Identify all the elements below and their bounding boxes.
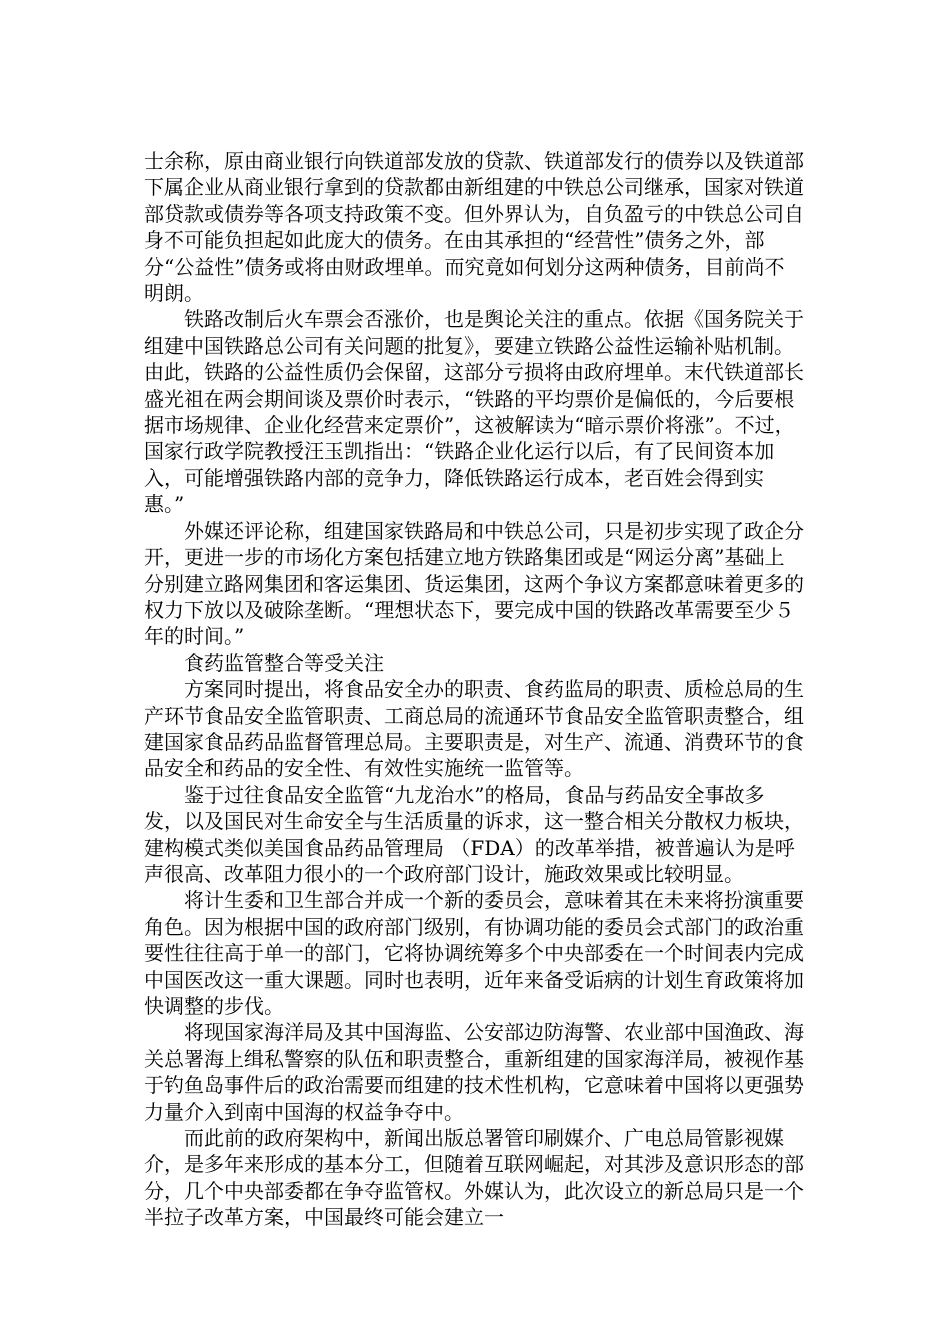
paragraph-food-drug-integration: 方案同时提出，将食品安全办的职责、食药监局的职责、质检总局的生产环节食品安全监管职责、工商总局的流通环节食品安全监管职责整合，组建国家食品药品监督管理总局。主要职责是，对生产、流通、消费环节的食品安全和药品的安全性、有效性实施统一监管等。 [144, 677, 804, 781]
paragraph-oceanic-administration: 将现国家海洋局及其中国海监、公安部边防海警、农业部中国渔政、海关总署海上缉私警察的队伍和职责整合，重新组建的国家海洋局，被视作基于钓鱼岛事件后的政治需要而组建的技术性机构，它意味着中国将以更强势力量介入到南中国海的权益争夺中。 [144, 1020, 804, 1124]
paragraph-media-regulation: 而此前的政府架构中，新闻出版总署管印刷媒介、广电总局管影视媒介，是多年来形成的基本分工，但随着互联网崛起，对其涉及意识形态的部分，几个中央部委都在争夺监管权。外媒认为，此次设立的新总局只是一个半拉子改革方案，中国最终可能会建立一 [144, 1126, 804, 1230]
paragraph-ticket-price: 铁路改制后火车票会否涨价，也是舆论关注的重点。依据《国务院关于组建中国铁路总公司有关问题的批复》，要建立铁路公益性运输补贴机制。由此，铁路的公益性质仍会保留，这部分亏损将由政府埋单。末代铁道部长盛光祖在两会期间谈及票价时表示，“铁路的平均票价是偏低的，今后要根据市场规律、企业化经营来定票价”，这被解读为“暗示票价将涨”。不过，国家行政学院教授汪玉凯指出：“铁路企业化运行以后，有了民间资本加入，可能增强铁路内部的竞争力，降低铁路运行成本，老百姓会得到实惠。” [144, 307, 804, 517]
paragraph-food-safety-background: 鉴于过往食品安全监管“九龙治水”的格局，食品与药品安全事故多发，以及国民对生命安全与生活质量的诉求，这一整合相关分散权力板块，建构模式类似美国食品药品管理局 （FDA）的改革举措，被普遍认为是呼声很高、改革阻力很小的一个政府部门设计，施政效果或比较明显。 [144, 782, 804, 886]
paragraph-debt-inheritance: 士余称，原由商业银行向铁道部发放的贷款、铁道部发行的债券以及铁道部下属企业从商业银行拿到的贷款都由新组建的中铁总公司继承，国家对铁道部贷款或债券等各项支持政策不变。但外界认为，自负盈亏的中铁总公司自身不可能负担起如此庞大的债务。在由其承担的“经营性”债务之外，部分“公益性”债务或将由财政埋单。而究竟如何划分这两种债务，目前尚不明朗。 [144, 149, 804, 306]
paragraph-foreign-media-railway: 外媒还评论称，组建国家铁路局和中铁总公司，只是初步实现了政企分开，更进一步的市场化方案包括建立地方铁路集团或是“网运分离”基础上分别建立路网集团和客运集团、货运集团，这两个争议方案都意味着更多的权力下放以及破除垄断。“理想状态下，要完成中国的铁路改革需要至少５年的时间。” [144, 518, 804, 649]
section-heading-food-drug: 食药监管整合等受关注 [184, 650, 384, 675]
document-body [144, 148, 804, 1231]
paragraph-health-family-planning: 将计生委和卫生部合并成一个新的委员会，意味着其在未来将扮演重要角色。因为根据中国的政府部门级别，有协调功能的委员会式部门的政治重要性往往高于单一的部门，它将协调统筹多个中央部委在一个时间表内完成中国医改这一重大课题。同时也表明，近年来备受诟病的计划生育政策将加快调整的步伐。 [144, 888, 804, 1018]
